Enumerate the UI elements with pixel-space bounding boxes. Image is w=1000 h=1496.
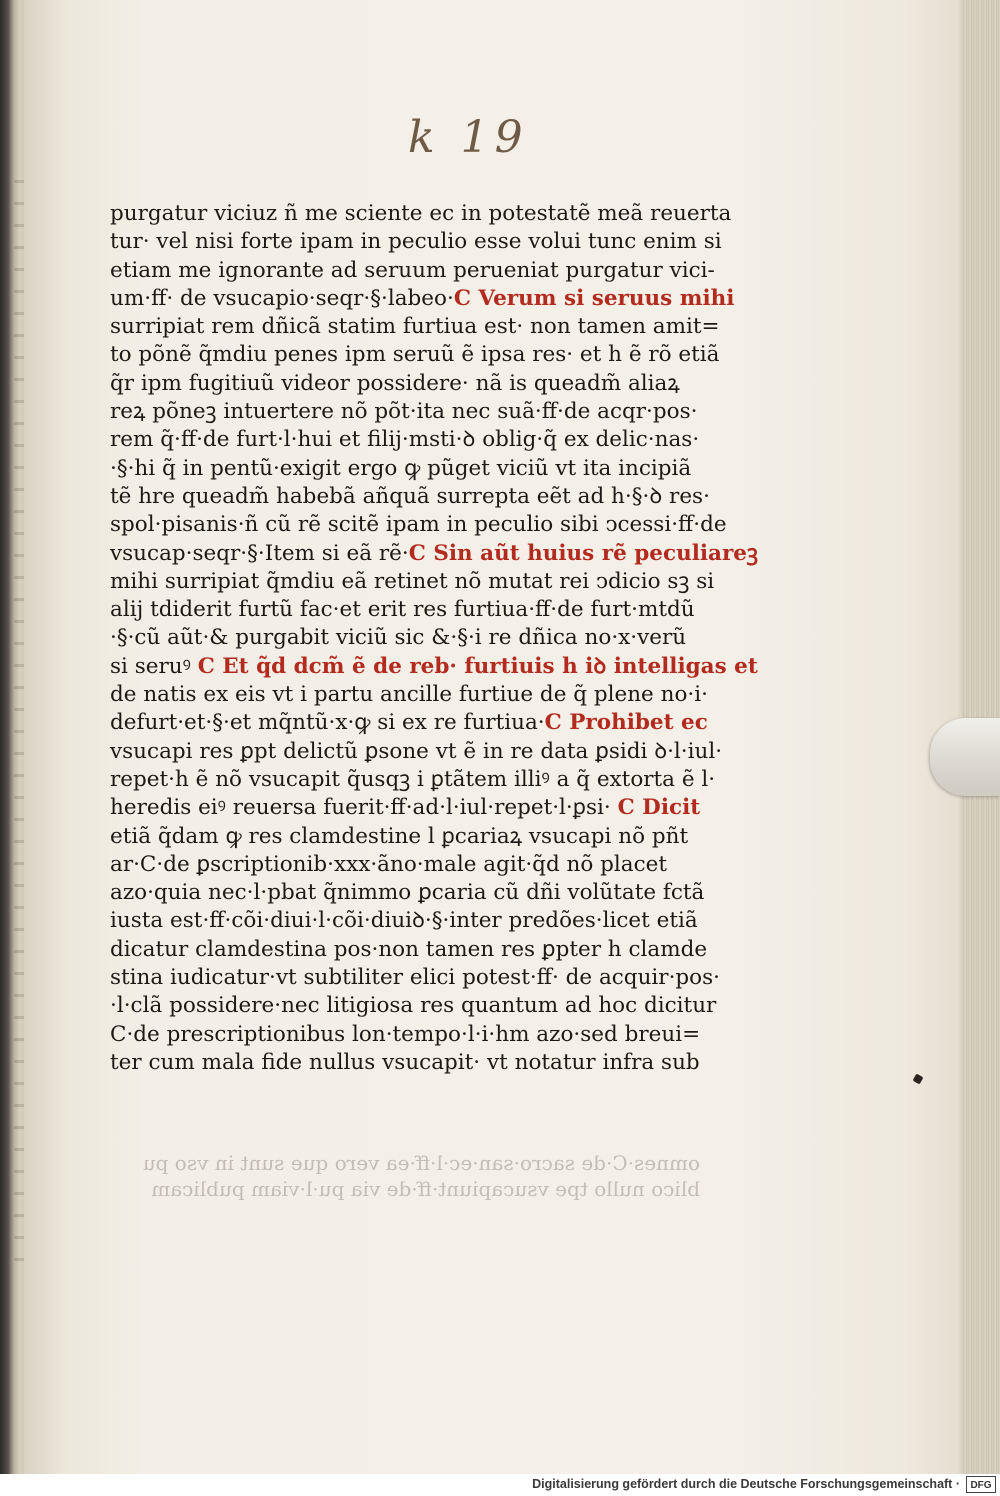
text-line: spol·pisanis·ñ cũ rẽ scitẽ ipam in peculio sibi ↄcessi·ff·de <box>110 512 727 538</box>
rubric-segment <box>454 286 735 311</box>
bleed-line: omnes·C·de sacro·san·ec·l·ff·ea vero que sunt in vso pu <box>142 1151 700 1175</box>
text-line: stina iudicatur·vt subtiliter elici potest·ff· de acquir·pos· <box>110 965 720 991</box>
text-line: q̃r ipm fugitiuũ videor possidere· nã is queadm̃ aliaꝝ <box>110 370 680 396</box>
text-line: purgatur viciuz ñ me sciente ec in potestatẽ meã reuerta <box>110 201 732 226</box>
text-line: rem q̃·ff·de furt·l·hui et filij·msti·ꝺ oblig·q̃ ex delic·nas· <box>110 427 700 453</box>
footer-bar <box>0 1474 1000 1496</box>
text-line <box>110 794 715 822</box>
text-segment: vsucap·seqr·§·Item si eã rẽ· <box>110 540 409 566</box>
dfg-logo: DFG <box>966 1476 996 1493</box>
text-line: de natis ex eis vt i partu ancille furtiue de q̃ plene no·i· <box>110 682 708 708</box>
paragraph-mark: C Dicit <box>617 795 701 821</box>
paragraph-mark: C Sin aũt huius rẽ peculiareꝫ <box>408 540 758 566</box>
text-line: tẽ hre queadm̃ habebã añquã surrepta eẽt ad h·§·ꝺ res· <box>110 483 710 509</box>
text-line: C·de prescriptionibus lon·tempo·l·i·hm azo·sed breui= <box>110 1021 701 1047</box>
text-line <box>110 540 758 568</box>
text-line: alij tdiderit furtũ fac·et erit res furtiua·ff·de furt·mtdũ <box>110 597 695 623</box>
text-line: repet·h ẽ nõ vsucapit q̃usqꝫ i ꝑtãtem illiꝰ a q̃ extorta ẽ l· <box>110 766 716 792</box>
text-line <box>110 653 758 681</box>
text-line: ·§·hi q̃ in pentũ·exigit ergo ꝙ pũget viciũ vt ita incipiã <box>110 455 692 481</box>
text-segment: defurt·et·§·et mq̃ntũ·x·ꝙ si ex re furtiua· <box>110 710 545 736</box>
text-line: tur· vel nisi forte ipam in peculio esse volui tunc enim si <box>110 229 722 255</box>
text-line <box>110 709 715 737</box>
text-line: etiam me ignorante ad seruum perueniat purgatur vici- <box>110 257 715 283</box>
text-line: iusta est·ff·cõi·diui·l·cõi·diuiꝺ·§·inter predões·licet etiã <box>110 908 698 934</box>
text-line: dicatur clamdestina pos·non tamen res ꝑpter h clamde <box>110 936 708 962</box>
text-line: azo·quia nec·l·pbat q̃nimmo ꝑcaria cũ dñi volũtate fctã <box>110 880 705 906</box>
text-line: ter cum mala fide nullus vsucapit· vt notatur infra sub <box>110 1049 700 1075</box>
text-line: ·l·clã possidere·nec litigiosa res quantum ad hoc dicitur <box>110 993 717 1019</box>
text-line: vsucapi res ꝑpt delictũ ꝑsone vt ẽ in re data ꝑsidi ꝺ·l·iul· <box>110 738 723 764</box>
text-line: reꝝ põneꝫ intuertere nõ põt·ita nec suã·ff·de acqr·pos· <box>110 399 698 425</box>
book-clip <box>930 718 1000 796</box>
funding-credit: Digitalisierung gefördert durch die Deutsche Forschungsgemeinschaft · <box>532 1477 960 1491</box>
bleed-through-text <box>142 1150 700 1202</box>
text-segment: um·ff· de vsucapio·seqr·§·labeo· <box>110 285 454 311</box>
text-line: surripiat rem dñicã statim furtiua est· non tamen amit= <box>110 314 720 340</box>
text-line <box>110 285 735 313</box>
text-line: etiã q̃dam ꝙ res clamdestine l ꝑcariaꝝ vsucapi nõ pñt <box>110 823 689 849</box>
text-line: to põnẽ q̃mdiu penes ipm seruũ ẽ ipsa res· et h ẽ rõ etiã <box>110 342 720 368</box>
text-segment: si seruꝰ <box>110 653 191 679</box>
paragraph-mark: C Verum si seruus mihi <box>453 285 735 311</box>
text-line: ·§·cũ aũt·& purgabit viciũ sic &·§·i re dñica no·x·verũ <box>110 625 687 651</box>
paragraph-mark: C Prohibet ec <box>544 710 708 736</box>
paragraph-mark: C Et q̃d dcm̃ ẽ de reb· furtiuis h iꝺ intelligas et <box>197 653 758 679</box>
text-segment: heredis eiꝰ reuersa fuerit·ff·ad·l·iul·repet·l·ꝑsi· <box>110 795 611 821</box>
text-line: mihi surripiat q̃mdiu eã retinet nõ mutat rei ↄdicio sꝫ si <box>110 568 715 594</box>
bleed-line: blico nullo tpe vsucapiunt·ff·de via pu·l·viam publicam <box>151 1177 700 1201</box>
main-text-block <box>110 200 758 1077</box>
folio-number: k 19 <box>408 112 529 163</box>
text-line: ar·C·de ꝑscriptionib·xxx·ãno·male agit·q̃d nõ placet <box>110 851 668 877</box>
